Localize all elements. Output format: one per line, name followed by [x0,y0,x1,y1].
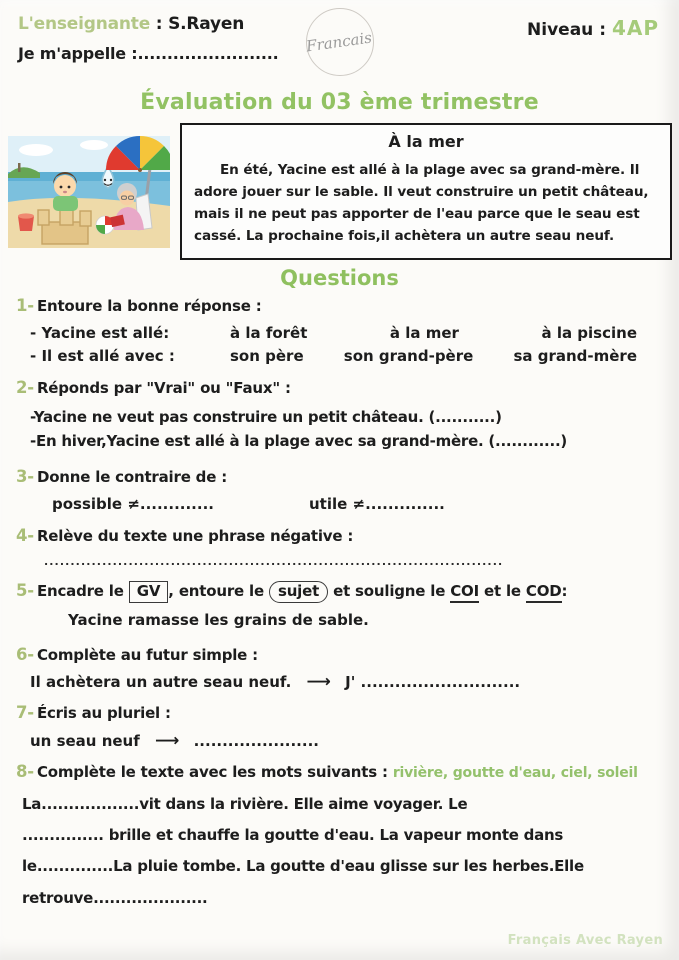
question-1-stem [16,292,667,319]
header [0,0,679,86]
right-arrow-icon: ⟶ [155,730,179,751]
question-5-sentence: Yacine ramasse les grains de sable. [68,611,369,630]
question-2-stem [16,374,667,401]
question-1-row-1-options [230,324,667,342]
reading-title: À la mer [388,132,464,151]
question-4-number: 4- [16,525,34,545]
question-5-part1: Encadre le [36,581,124,600]
option-a-la-mer: à la mer [389,324,459,343]
question-8-stem [16,758,667,785]
question-6-sentence-row [30,672,667,692]
question-8-label: Complète le texte avec les mots suivants : [36,762,388,781]
sujet-circled-term: sujet [269,581,328,604]
question-2-item-1: -Yacine ne veut pas construire un petit château. (...........) [30,407,502,426]
question-5-part2: , entoure le [168,581,264,600]
question-5-colon: : [561,581,568,600]
question-1-label: Entoure la bonne réponse : [36,297,262,316]
question-2-item-2: -En hiver,Yacine est allé à la plage avec sa grand-mère. (............) [30,431,568,450]
question-2-label: Réponds par "Vrai" ou "Faux" : [36,379,291,398]
question-5-part3: et souligne le [333,581,446,600]
question-5-part4: et le [478,581,521,600]
option-son-pere: son père [230,347,304,366]
question-1-row-1 [30,324,667,342]
option-sa-grand-mere: sa grand-mère [513,347,637,366]
question-5 [16,577,667,629]
question-7-sentence: un seau neuf [30,731,140,750]
contraire-possible: possible ≠............. [52,494,214,513]
question-2 [16,374,667,449]
question-6-answer-blank: J' ............................ [345,673,521,692]
questions-list [0,292,679,910]
question-5-number: 5- [16,580,34,600]
question-7-label: Écris au pluriel : [36,704,171,723]
question-4 [16,522,667,568]
question-1-row-2-options [230,347,667,365]
question-6-sentence: Il achètera un autre seau neuf. [30,673,292,692]
reading-box [180,123,672,260]
question-8-text-line-1: La..................vit dans la rivière. Elle aime voyager. Le [22,794,468,813]
option-a-la-foret: à la forêt [230,324,308,343]
question-1-row-1-label: - Yacine est allé: [30,324,170,343]
student-name-blank: Je m'appelle :........................ [18,44,279,63]
questions-heading: Questions [280,266,399,291]
gv-boxed-term: GV [129,581,169,604]
question-8-text-line-2: ............... brille et chauffe la goutte d'eau. La vapeur monte dans [22,826,564,845]
question-5-stem [16,577,667,604]
page-title: Évaluation du 03 ème trimestre [140,90,539,115]
question-6-label: Complète au futur simple : [36,646,258,665]
reading-section [0,121,679,260]
question-4-stem [16,522,667,549]
logo-script-text: Francais [305,28,374,56]
question-8-number: 8- [16,761,34,781]
level-value: 4AP [611,16,659,40]
teacher-label: L'enseignante [18,14,151,34]
question-3 [16,463,667,513]
beach-illustration [8,136,170,248]
question-6 [16,641,667,692]
option-son-grand-pere: son grand-père [343,347,474,366]
question-4-label: Relève du texte une phrase négative : [36,526,354,545]
question-2-number: 2- [16,378,34,398]
question-8-text-line-3: le..............La pluie tombe. La goutte d'eau glisse sur les herbes.Elle [22,857,584,876]
question-1 [16,292,667,365]
question-7-number: 7- [16,703,34,723]
beach-illustration-svg [8,136,170,248]
contraire-utile: utile ≠.............. [308,494,445,513]
question-7-answer-blank: ...................... [193,731,319,750]
reading-text: En été, Yacine est allé à la plage avec sa grand-mère. Il adore jouer sur le sable. Il veut construire un petit château, mais il ne peut pas apporter de l'eau parce que le seau est cassé. La prochaine fois,il achètera un autre seau neuf. [194,162,649,245]
question-8-word-bank: rivière, goutte d'eau, ciel, soleil [392,764,638,781]
question-3-answers [52,495,667,513]
question-8-text-line-4: retrouve..................... [22,888,208,907]
question-1-row-2-label: - Il est allé avec : [30,347,175,366]
option-a-la-piscine: à la piscine [541,324,637,343]
question-7-stem [16,699,667,726]
right-arrow-icon: ⟶ [306,672,330,693]
question-8 [16,758,667,910]
question-6-stem [16,641,667,668]
question-7 [16,699,667,750]
teacher-name: : S.Rayen [155,14,245,34]
question-7-sentence-row [30,731,667,751]
question-1-row-2 [30,347,667,365]
question-3-number: 3- [16,466,34,486]
level-line [527,16,659,40]
question-3-stem [16,463,667,490]
watermark: Français Avec Rayen [507,933,663,948]
francais-logo [306,8,374,76]
cod-underlined-term: COD [526,582,562,603]
question-3-label: Donne le contraire de : [36,467,228,486]
coi-underlined-term: COI [450,582,479,603]
question-1-number: 1- [16,296,34,316]
question-4-answer-line: ....................................................................................... [44,554,504,568]
level-label: Niveau : [527,20,607,40]
question-6-number: 6- [16,645,34,665]
